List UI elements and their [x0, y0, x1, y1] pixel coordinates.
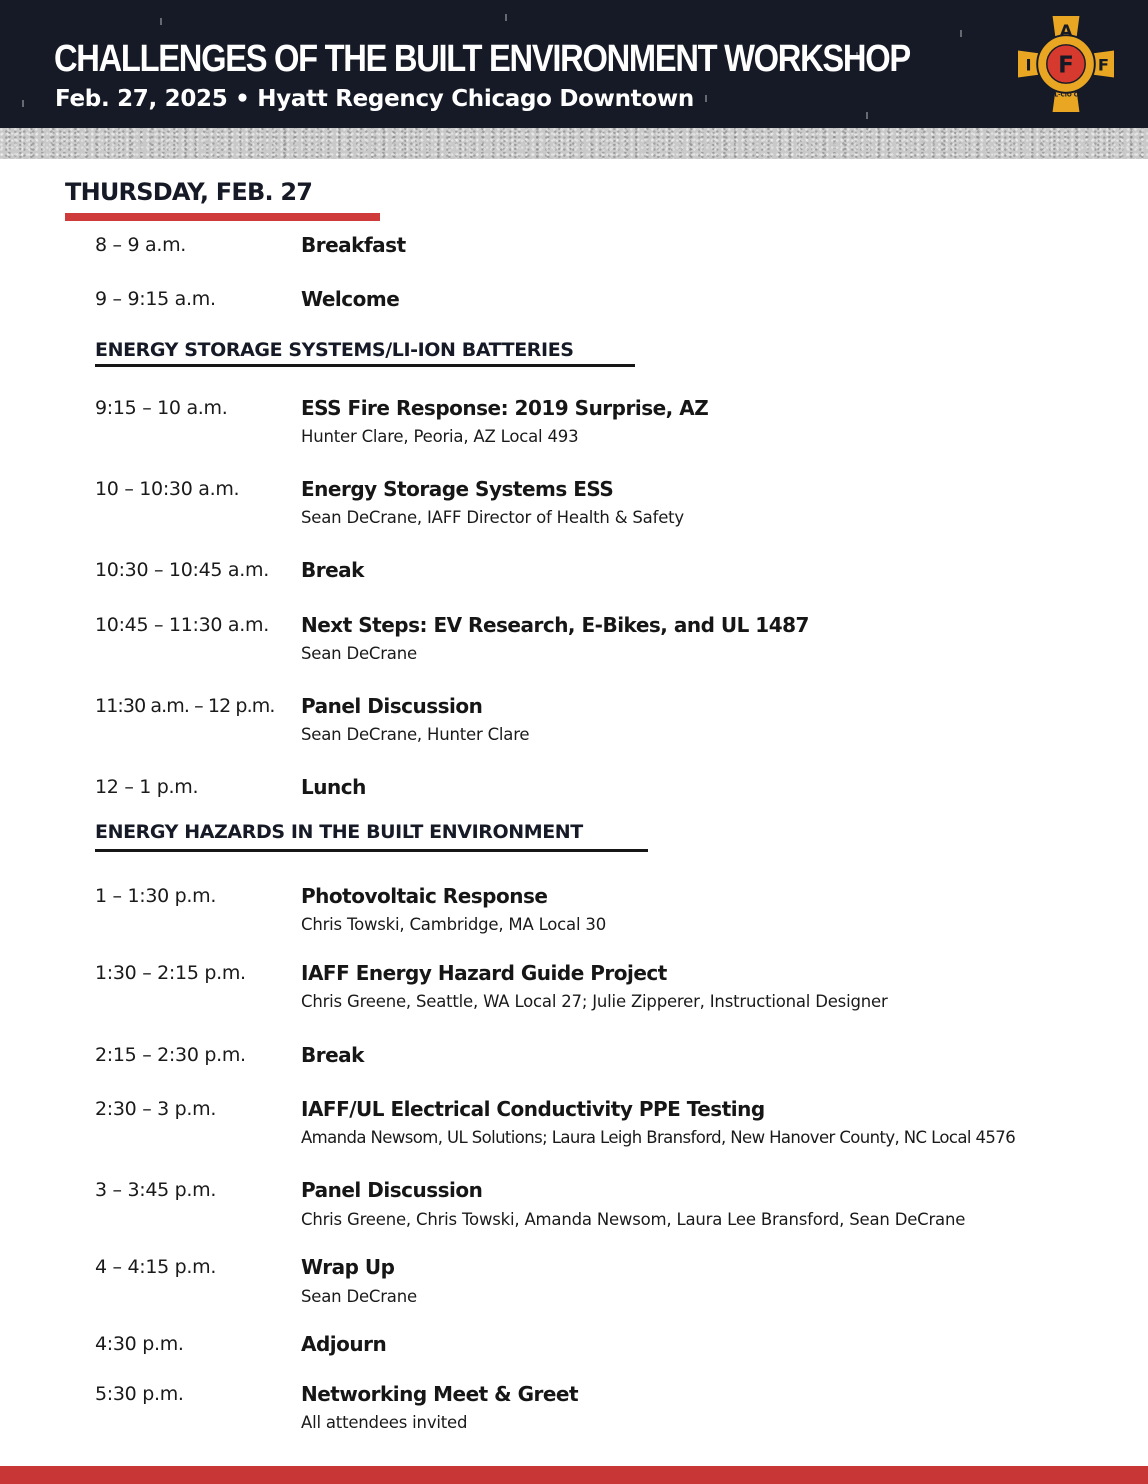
schedule-time: 11:30 a.m. – 12 p.m. — [95, 695, 275, 717]
schedule-title: Adjourn — [301, 1332, 387, 1356]
workshop-date-venue: Feb. 27, 2025 • Hyatt Regency Chicago Downtown — [55, 86, 694, 112]
schedule-title: ESS Fire Response: 2019 Surprise, AZ — [301, 396, 709, 420]
header-banner — [0, 0, 1148, 128]
texture-speck — [705, 95, 707, 102]
schedule-time: 3 – 3:45 p.m. — [95, 1179, 217, 1201]
schedule-time: 10:30 – 10:45 a.m. — [95, 559, 269, 581]
schedule-title: Breakfast — [301, 233, 406, 257]
schedule-time: 9:15 – 10 a.m. — [95, 397, 228, 419]
schedule-title: Panel Discussion — [301, 1178, 483, 1202]
footer-bar — [0, 1466, 1148, 1484]
schedule-time: 2:15 – 2:30 p.m. — [95, 1044, 246, 1066]
day-heading: THURSDAY, FEB. 27 — [65, 178, 313, 206]
texture-speck — [866, 112, 868, 119]
schedule-speaker: Sean DeCrane — [301, 1287, 417, 1306]
schedule-title: Next Steps: EV Research, E-Bikes, and UL 1487 — [301, 613, 809, 637]
schedule-speaker: Sean DeCrane — [301, 644, 417, 663]
schedule-time: 1:30 – 2:15 p.m. — [95, 962, 246, 984]
schedule-title: IAFF/UL Electrical Conductivity PPE Testing — [301, 1097, 765, 1121]
schedule-title: IAFF Energy Hazard Guide Project — [301, 961, 667, 985]
section-underline — [95, 849, 648, 852]
schedule-title: Welcome — [301, 287, 400, 311]
texture-speck — [160, 18, 162, 25]
schedule-title: Energy Storage Systems ESS — [301, 477, 614, 501]
schedule-speaker: Chris Greene, Chris Towski, Amanda Newsom, Laura Lee Bransford, Sean DeCrane — [301, 1210, 966, 1229]
schedule-speaker: Hunter Clare, Peoria, AZ Local 493 — [301, 427, 579, 446]
section-heading-energy-storage: ENERGY STORAGE SYSTEMS/LI-ION BATTERIES — [95, 339, 574, 361]
day-heading-underline — [65, 213, 380, 221]
schedule-speaker: All attendees invited — [301, 1413, 468, 1432]
schedule-time: 1 – 1:30 p.m. — [95, 885, 217, 907]
schedule-time: 10:45 – 11:30 a.m. — [95, 614, 269, 636]
iaff-logo-icon — [1018, 16, 1114, 112]
schedule-speaker: Sean DeCrane, IAFF Director of Health & Safety — [301, 508, 684, 527]
schedule-title: Wrap Up — [301, 1255, 395, 1279]
texture-strip — [0, 128, 1148, 159]
schedule-speaker: Amanda Newsom, UL Solutions; Laura Leigh Bransford, New Hanover County, NC Local 4576 — [301, 1128, 1016, 1147]
section-underline — [95, 364, 635, 367]
logo-letter-left: I — [1025, 55, 1032, 75]
schedule-speaker: Chris Greene, Seattle, WA Local 27; Julie Zipperer, Instructional Designer — [301, 992, 888, 1011]
schedule-title: Break — [301, 1043, 364, 1067]
texture-speck — [960, 30, 962, 37]
schedule-time: 5:30 p.m. — [95, 1383, 184, 1405]
schedule-title: Lunch — [301, 775, 366, 799]
schedule-time: 10 – 10:30 a.m. — [95, 478, 240, 500]
schedule-title: Photovoltaic Response — [301, 884, 548, 908]
schedule-time: 2:30 – 3 p.m. — [95, 1098, 217, 1120]
schedule-speaker: Sean DeCrane, Hunter Clare — [301, 725, 530, 744]
section-heading-energy-hazards: ENERGY HAZARDS IN THE BUILT ENVIRONMENT — [95, 821, 583, 843]
schedule-title: Break — [301, 558, 364, 582]
logo-letter-right: F — [1097, 55, 1110, 75]
schedule-title: Networking Meet & Greet — [301, 1382, 579, 1406]
logo-letter-top: A — [1059, 21, 1073, 41]
logo-letter-center: F — [1058, 52, 1074, 79]
texture-speck — [505, 14, 507, 21]
schedule-speaker: Chris Towski, Cambridge, MA Local 30 — [301, 915, 606, 934]
workshop-title: CHALLENGES OF THE BUILT ENVIRONMENT WORKSHOP — [54, 38, 910, 80]
schedule-time: 9 – 9:15 a.m. — [95, 288, 216, 310]
schedule-time: 8 – 9 a.m. — [95, 234, 187, 256]
schedule-time: 4 – 4:15 p.m. — [95, 1256, 217, 1278]
schedule-title: Panel Discussion — [301, 694, 483, 718]
texture-speck — [22, 100, 24, 107]
schedule-time: 4:30 p.m. — [95, 1333, 184, 1355]
schedule-time: 12 – 1 p.m. — [95, 776, 199, 798]
logo-ring-bottom: AFL-CIO CLC — [1046, 92, 1086, 99]
